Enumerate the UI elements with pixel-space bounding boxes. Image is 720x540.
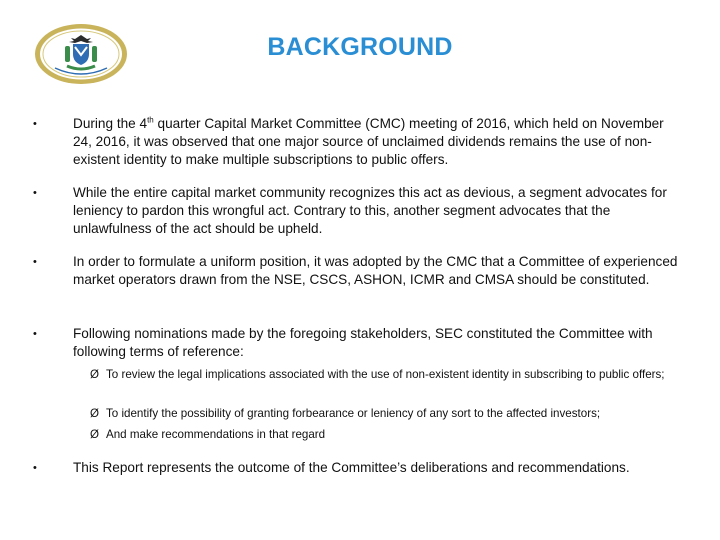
- bullet-marker: •: [33, 118, 37, 130]
- sec-logo-icon: [33, 22, 129, 86]
- bullet-text: This Report represents the outcome of the Committee’s deliberations and recommendations.: [73, 460, 630, 475]
- bullet-marker: •: [33, 462, 37, 474]
- bullet-marker: •: [33, 328, 37, 340]
- sub-item-recommendations: [90, 427, 690, 442]
- arrow-marker: Ø: [90, 368, 100, 381]
- bullet-report-outcome: [33, 459, 686, 477]
- bullet-text: While the entire capital market community recognizes this act as devious, a segment advocates for leniency to pardon this wrongful act. Contrary to this, another segment advocates that the unlawfulness of the act should be upheld.: [73, 185, 667, 236]
- bullet-market-community: [33, 184, 686, 238]
- bullet-cmc-meeting: [33, 115, 686, 169]
- bullet-text: In order to formulate a uniform position, it was adopted by the CMC that a Committee of experienced market operators drawn from the NSE, CSCS, ASHON, ICMR and CMSA should be constituted.: [73, 254, 678, 287]
- slide-title: BACKGROUND: [267, 33, 453, 61]
- sub-item-forbearance: [90, 406, 690, 421]
- arrow-marker: Ø: [90, 428, 100, 441]
- sub-item-text: To identify the possibility of granting forbearance or leniency of any sort to the affected investors;: [106, 407, 601, 420]
- bullet-text: During the 4th quarter Capital Market Committee (CMC) meeting of 2016, which held on November 24, 2016, it was observed that one major source of unclaimed dividends remains the use of non-existent identity to make multiple subscriptions to public offers.: [73, 115, 664, 167]
- bullet-text: Following nominations made by the foregoing stakeholders, SEC constituted the Committee with following terms of reference:: [73, 326, 653, 359]
- sub-item-legal-implications: [90, 367, 690, 382]
- sub-item-text: To review the legal implications associated with the use of non-existent identity in subscribing to public offers;: [106, 368, 665, 381]
- bullet-marker: •: [33, 187, 37, 199]
- sub-item-text: And make recommendations in that regard: [106, 428, 326, 441]
- bullet-marker: •: [33, 256, 37, 268]
- arrow-marker: Ø: [90, 407, 100, 420]
- bullet-uniform-position: [33, 253, 686, 289]
- bullet-nominations: [33, 325, 686, 361]
